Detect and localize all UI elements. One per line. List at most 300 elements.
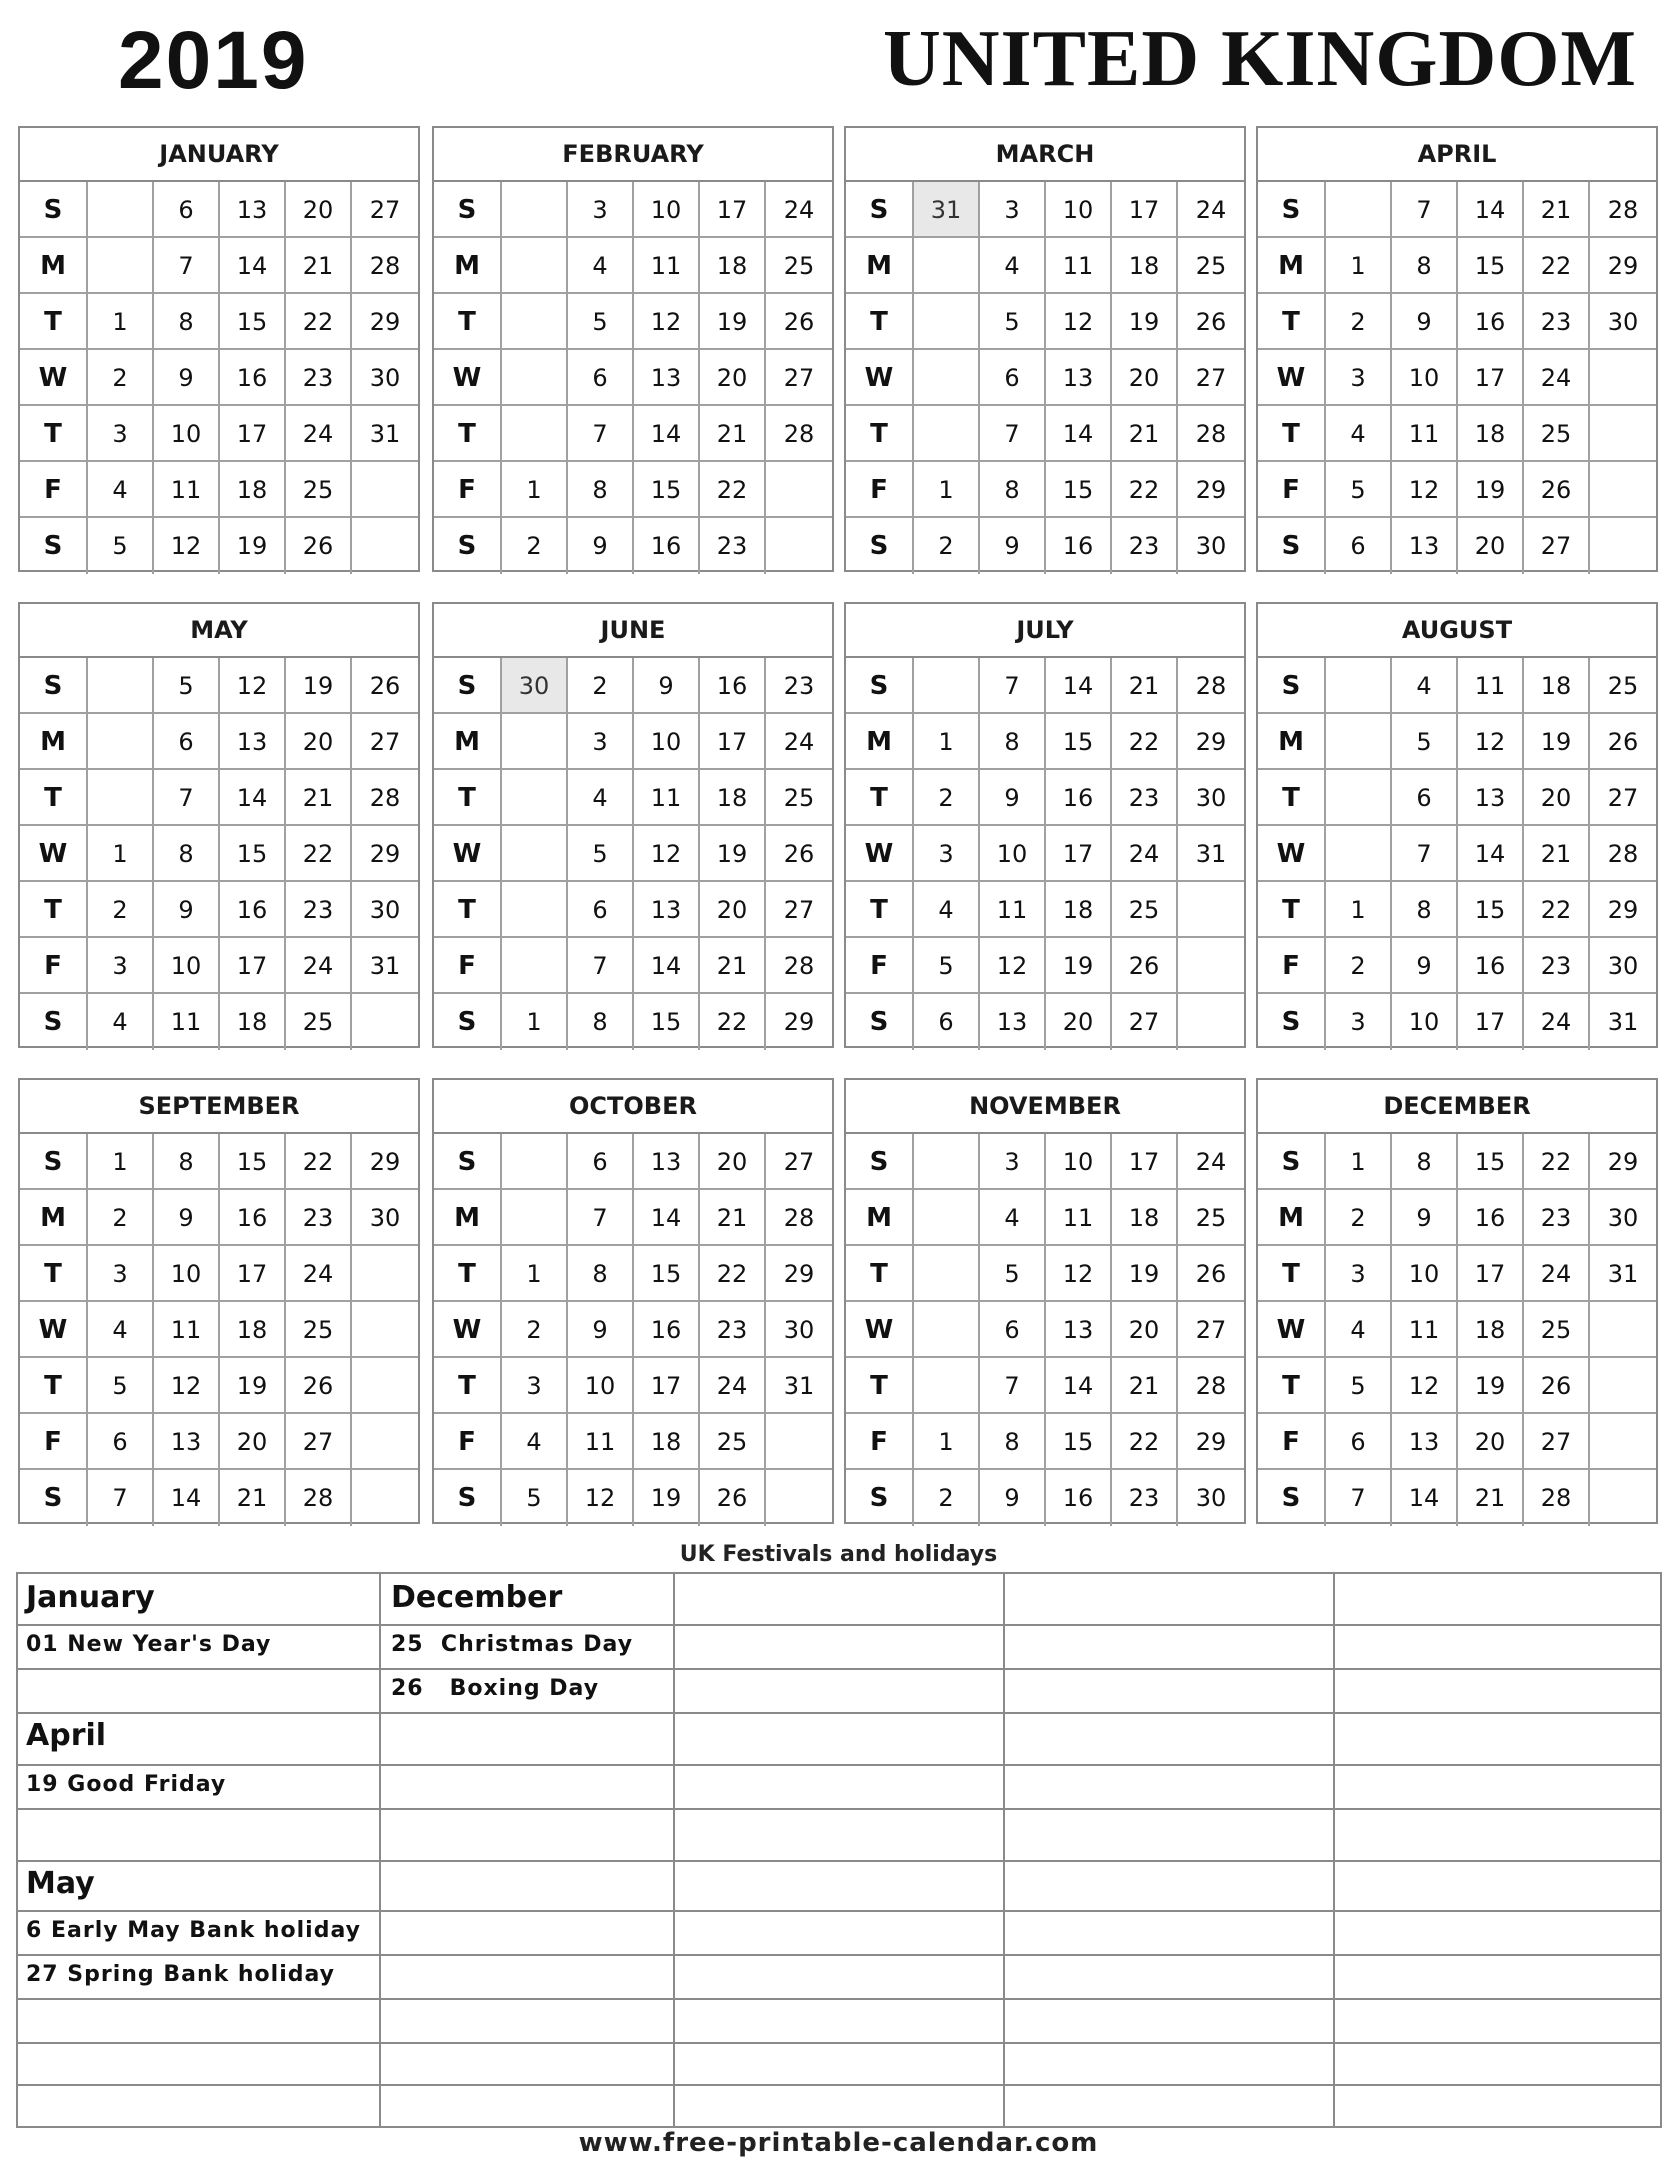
day-cell: 4 — [980, 238, 1046, 294]
day-cell: 7 — [980, 406, 1046, 462]
month-name: MARCH — [846, 128, 1244, 182]
month-day-grid — [434, 1134, 832, 1526]
day-cell: 17 — [1046, 826, 1112, 882]
day-cell: 24 — [766, 182, 832, 238]
day-cell: 16 — [220, 1190, 286, 1246]
weekday-label: T — [434, 294, 502, 350]
day-cell: 18 — [1112, 1190, 1178, 1246]
day-cell: 3 — [1326, 1246, 1392, 1302]
day-cell: 17 — [634, 1358, 700, 1414]
day-cell: 29 — [1178, 714, 1244, 770]
weekday-label: F — [1258, 462, 1326, 518]
day-cell: 6 — [568, 350, 634, 406]
day-cell — [352, 1246, 418, 1302]
weekday-label: M — [1258, 238, 1326, 294]
day-cell — [914, 238, 980, 294]
day-cell: 31 — [352, 406, 418, 462]
weekday-label: T — [846, 1358, 914, 1414]
day-cell: 7 — [154, 770, 220, 826]
holiday-good-friday: 19 Good Friday — [26, 1772, 227, 1797]
day-cell: 5 — [980, 1246, 1046, 1302]
day-cell: 22 — [700, 994, 766, 1050]
day-cell — [1326, 658, 1392, 714]
weekday-label: M — [20, 238, 88, 294]
day-cell: 1 — [1326, 1134, 1392, 1190]
day-cell — [1590, 406, 1656, 462]
day-cell: 1 — [914, 462, 980, 518]
day-cell: 11 — [154, 994, 220, 1050]
day-cell: 10 — [1392, 350, 1458, 406]
day-cell — [352, 1414, 418, 1470]
day-cell: 6 — [568, 1134, 634, 1190]
weekday-label: S — [434, 518, 502, 574]
holiday-early-may-bank: 6 Early May Bank holiday — [26, 1918, 361, 1943]
weekday-label: S — [434, 658, 502, 714]
day-cell — [1326, 770, 1392, 826]
day-cell: 27 — [766, 882, 832, 938]
day-cell: 23 — [286, 1190, 352, 1246]
day-cell: 14 — [220, 770, 286, 826]
day-cell: 4 — [88, 1302, 154, 1358]
day-cell — [914, 406, 980, 462]
day-cell: 13 — [634, 882, 700, 938]
day-cell: 9 — [1392, 938, 1458, 994]
day-cell: 31 — [914, 182, 980, 238]
holiday-month-may: May — [26, 1866, 95, 1901]
day-cell: 3 — [88, 1246, 154, 1302]
day-cell — [88, 658, 154, 714]
weekday-label: T — [846, 406, 914, 462]
day-cell — [88, 770, 154, 826]
day-cell: 17 — [1458, 994, 1524, 1050]
day-cell: 26 — [766, 294, 832, 350]
holiday-month-december: December — [391, 1580, 563, 1615]
day-cell: 1 — [1326, 882, 1392, 938]
day-cell — [1590, 518, 1656, 574]
day-cell: 30 — [1195, 532, 1227, 560]
day-cell: 18 — [700, 770, 766, 826]
day-cell: 14 — [1392, 1470, 1458, 1526]
weekday-label: T — [1258, 882, 1326, 938]
day-cell: 14 — [634, 938, 700, 994]
weekday-label: W — [434, 826, 502, 882]
day-cell: 16 — [1046, 770, 1112, 826]
day-cell: 31 — [1607, 1008, 1639, 1036]
day-cell: 9 — [154, 350, 220, 406]
weekday-label: F — [20, 938, 88, 994]
day-cell: 12 — [634, 294, 700, 350]
day-cell: 20 — [700, 1134, 766, 1190]
month-may — [18, 602, 420, 1048]
day-cell: 3 — [980, 1134, 1046, 1190]
day-cell: 19 — [1458, 1358, 1524, 1414]
weekday-label: T — [20, 770, 88, 826]
day-cell: 25 — [286, 994, 352, 1050]
day-cell: 18 — [220, 994, 286, 1050]
day-cell: 26 — [352, 658, 418, 714]
day-cell: 24 — [286, 406, 352, 462]
weekday-label: M — [434, 238, 502, 294]
day-cell: 5 — [88, 518, 154, 574]
day-cell: 3 — [568, 714, 634, 770]
day-cell: 11 — [634, 770, 700, 826]
day-cell — [766, 518, 832, 574]
day-cell: 8 — [568, 994, 634, 1050]
day-cell: 22 — [700, 462, 766, 518]
day-cell: 7 — [568, 1190, 634, 1246]
weekday-label: T — [434, 1358, 502, 1414]
day-cell: 12 — [1392, 462, 1458, 518]
day-cell: 26 — [766, 826, 832, 882]
day-cell: 29 — [766, 1246, 832, 1302]
day-cell: 1 — [502, 462, 568, 518]
day-cell: 31 — [766, 1358, 832, 1414]
holiday-month-april: April — [26, 1718, 107, 1753]
day-cell: 14 — [634, 406, 700, 462]
month-june — [432, 602, 834, 1048]
day-cell: 23 — [286, 350, 352, 406]
day-cell: 3 — [88, 938, 154, 994]
day-cell: 10 — [1046, 182, 1112, 238]
day-cell — [88, 238, 154, 294]
weekday-label: S — [1258, 658, 1326, 714]
day-cell: 19 — [220, 518, 286, 574]
day-cell: 24 — [766, 714, 832, 770]
day-cell — [88, 714, 154, 770]
month-day-grid — [434, 658, 832, 1050]
day-cell: 28 — [766, 1190, 832, 1246]
day-cell: 10 — [634, 182, 700, 238]
day-cell: 14 — [1458, 182, 1524, 238]
day-cell — [502, 770, 568, 826]
weekday-label: T — [20, 294, 88, 350]
holiday-christmas-day: 25 Christmas Day — [391, 1632, 634, 1657]
day-cell — [1178, 994, 1244, 1050]
day-cell: 4 — [1392, 658, 1458, 714]
day-cell: 5 — [154, 658, 220, 714]
day-cell: 9 — [1392, 1190, 1458, 1246]
day-cell: 7 — [980, 658, 1046, 714]
month-november — [844, 1078, 1246, 1524]
day-cell: 22 — [1524, 238, 1590, 294]
weekday-label: W — [20, 350, 88, 406]
day-cell: 11 — [980, 882, 1046, 938]
day-cell: 31 — [1178, 826, 1244, 882]
day-cell: 7 — [154, 238, 220, 294]
month-day-grid — [1258, 1134, 1656, 1526]
day-cell: 26 — [700, 1470, 766, 1526]
weekday-label: M — [846, 238, 914, 294]
day-cell: 28 — [1590, 182, 1656, 238]
day-cell: 4 — [1326, 406, 1392, 462]
day-cell: 19 — [634, 1470, 700, 1526]
day-cell: 6 — [914, 994, 980, 1050]
day-cell: 29 — [352, 826, 418, 882]
weekday-label: T — [434, 406, 502, 462]
day-cell: 3 — [1326, 350, 1392, 406]
weekday-label: F — [20, 462, 88, 518]
day-cell — [1178, 938, 1244, 994]
day-cell: 25 — [1178, 238, 1244, 294]
day-cell: 6 — [1392, 770, 1458, 826]
day-cell: 18 — [1112, 238, 1178, 294]
day-cell: 26 — [1112, 938, 1178, 994]
day-cell: 7 — [88, 1470, 154, 1526]
day-cell: 3 — [1326, 994, 1392, 1050]
day-cell: 19 — [220, 1358, 286, 1414]
day-cell: 20 — [1112, 350, 1178, 406]
day-cell — [914, 1302, 980, 1358]
day-cell: 4 — [1326, 1302, 1392, 1358]
day-cell: 25 — [1524, 406, 1590, 462]
day-cell: 5 — [1392, 714, 1458, 770]
day-cell — [352, 1302, 418, 1358]
month-day-grid — [20, 182, 418, 574]
weekday-label: T — [846, 770, 914, 826]
day-cell: 21 — [700, 406, 766, 462]
weekday-label: T — [846, 294, 914, 350]
weekday-label: T — [434, 882, 502, 938]
day-cell: 15 — [634, 1246, 700, 1302]
day-cell: 2 — [914, 770, 980, 826]
day-cell: 15 — [1046, 714, 1112, 770]
day-cell: 19 — [700, 294, 766, 350]
day-cell: 5 — [1326, 1358, 1392, 1414]
month-day-grid — [434, 182, 832, 574]
month-name: AUGUST — [1258, 604, 1656, 658]
weekday-label: W — [846, 826, 914, 882]
day-cell: 21 — [286, 770, 352, 826]
day-cell: 17 — [1112, 182, 1178, 238]
holidays-table — [16, 1572, 1662, 2128]
day-cell: 25 — [1590, 658, 1656, 714]
day-cell: 24 — [1178, 1134, 1244, 1190]
day-cell: 21 — [1524, 826, 1590, 882]
day-cell: 29 — [352, 1134, 418, 1190]
day-cell: 29 — [1590, 238, 1656, 294]
day-cell: 24 — [1524, 1246, 1590, 1302]
weekday-label: F — [434, 1414, 502, 1470]
month-name: JUNE — [434, 604, 832, 658]
day-cell: 18 — [1046, 882, 1112, 938]
day-cell: 15 — [220, 294, 286, 350]
weekday-label: W — [846, 350, 914, 406]
day-cell: 15 — [1046, 462, 1112, 518]
day-cell: 15 — [634, 462, 700, 518]
day-cell — [502, 294, 568, 350]
weekday-label: F — [434, 462, 502, 518]
month-name: OCTOBER — [434, 1080, 832, 1134]
weekday-label: T — [20, 406, 88, 462]
day-cell: 3 — [568, 182, 634, 238]
day-cell — [766, 1414, 832, 1470]
day-cell: 5 — [502, 1470, 568, 1526]
day-cell: 6 — [980, 350, 1046, 406]
day-cell: 12 — [154, 1358, 220, 1414]
month-name: FEBRUARY — [434, 128, 832, 182]
day-cell: 20 — [1112, 1302, 1178, 1358]
footer-url[interactable]: www.free-printable-calendar.com — [578, 2128, 1099, 2158]
day-cell — [352, 518, 418, 574]
weekday-label: M — [434, 714, 502, 770]
day-cell: 17 — [220, 406, 286, 462]
day-cell: 10 — [568, 1358, 634, 1414]
day-cell: 16 — [700, 658, 766, 714]
day-cell: 2 — [1326, 938, 1392, 994]
weekday-label: T — [20, 882, 88, 938]
day-cell: 27 — [352, 714, 418, 770]
weekday-label: S — [20, 1134, 88, 1190]
day-cell: 8 — [568, 462, 634, 518]
day-cell: 30 — [352, 1190, 418, 1246]
weekday-label: W — [1258, 350, 1326, 406]
day-cell: 7 — [1392, 182, 1458, 238]
day-cell: 20 — [286, 714, 352, 770]
day-cell: 20 — [1458, 518, 1524, 574]
day-cell: 19 — [700, 826, 766, 882]
day-cell: 19 — [1112, 1246, 1178, 1302]
day-cell: 1 — [914, 714, 980, 770]
month-day-grid — [846, 182, 1244, 574]
day-cell: 28 — [352, 238, 418, 294]
month-december — [1256, 1078, 1658, 1524]
day-cell: 27 — [1178, 350, 1244, 406]
weekday-label: S — [846, 518, 914, 574]
day-cell: 5 — [914, 938, 980, 994]
day-cell: 21 — [220, 1470, 286, 1526]
weekday-label: S — [1258, 1470, 1326, 1526]
weekday-label: S — [20, 994, 88, 1050]
day-cell: 16 — [220, 882, 286, 938]
day-cell: 28 — [352, 770, 418, 826]
weekday-label: T — [434, 1246, 502, 1302]
weekday-label: T — [20, 1358, 88, 1414]
day-cell: 24 — [700, 1358, 766, 1414]
day-cell — [502, 1134, 568, 1190]
day-cell: 13 — [1046, 1302, 1112, 1358]
day-cell: 3 — [502, 1358, 568, 1414]
day-cell: 13 — [980, 994, 1046, 1050]
day-cell: 27 — [1112, 994, 1178, 1050]
day-cell: 4 — [980, 1190, 1046, 1246]
day-cell: 26 — [286, 1358, 352, 1414]
month-day-grid — [1258, 182, 1656, 574]
day-cell: 10 — [1392, 994, 1458, 1050]
day-cell: 13 — [1458, 770, 1524, 826]
day-cell: 14 — [1458, 826, 1524, 882]
day-cell — [1326, 182, 1392, 238]
weekday-label: S — [20, 518, 88, 574]
month-day-grid — [846, 1134, 1244, 1526]
day-cell — [914, 1246, 980, 1302]
day-cell: 22 — [1524, 1134, 1590, 1190]
day-cell — [914, 294, 980, 350]
month-name: NOVEMBER — [846, 1080, 1244, 1134]
day-cell: 28 — [1590, 826, 1656, 882]
day-cell: 30 — [352, 350, 418, 406]
day-cell: 11 — [1458, 658, 1524, 714]
day-cell: 19 — [1112, 294, 1178, 350]
day-cell: 29 — [352, 294, 418, 350]
day-cell: 9 — [980, 770, 1046, 826]
weekday-label: S — [434, 182, 502, 238]
day-cell — [88, 182, 154, 238]
day-cell: 1 — [502, 1246, 568, 1302]
weekday-label: F — [846, 462, 914, 518]
day-cell — [914, 1134, 980, 1190]
day-cell: 23 — [700, 1302, 766, 1358]
day-cell — [1326, 714, 1392, 770]
day-cell: 21 — [1112, 1358, 1178, 1414]
day-cell: 23 — [1524, 294, 1590, 350]
day-cell: 31 — [1590, 1246, 1656, 1302]
day-cell: 17 — [220, 1246, 286, 1302]
day-cell: 10 — [154, 1246, 220, 1302]
day-cell: 17 — [700, 182, 766, 238]
day-cell — [502, 182, 568, 238]
month-day-grid — [20, 658, 418, 1050]
day-cell: 2 — [1326, 294, 1392, 350]
weekday-label: S — [1258, 1134, 1326, 1190]
weekday-label: S — [846, 182, 914, 238]
day-cell: 27 — [352, 182, 418, 238]
day-cell: 11 — [634, 238, 700, 294]
day-cell: 9 — [980, 1470, 1046, 1526]
weekday-label: M — [20, 714, 88, 770]
day-cell — [1178, 882, 1244, 938]
day-cell: 22 — [1112, 1414, 1178, 1470]
day-cell: 5 — [568, 294, 634, 350]
day-cell: 3 — [88, 406, 154, 462]
day-cell: 15 — [1458, 882, 1524, 938]
day-cell: 23 — [1112, 770, 1178, 826]
day-cell: 17 — [1458, 350, 1524, 406]
weekday-label: T — [846, 882, 914, 938]
weekday-label: F — [846, 1414, 914, 1470]
day-cell: 6 — [568, 882, 634, 938]
day-cell: 8 — [568, 1246, 634, 1302]
month-name: DECEMBER — [1258, 1080, 1656, 1134]
weekday-label: W — [20, 826, 88, 882]
weekday-label: S — [846, 1134, 914, 1190]
day-cell — [766, 1470, 832, 1526]
weekday-label: S — [846, 1470, 914, 1526]
day-cell: 27 — [286, 1414, 352, 1470]
day-cell: 2 — [88, 350, 154, 406]
day-cell: 20 — [220, 1414, 286, 1470]
day-cell: 21 — [700, 1190, 766, 1246]
day-cell: 11 — [568, 1414, 634, 1470]
day-cell: 9 — [1392, 294, 1458, 350]
day-cell: 10 — [154, 406, 220, 462]
weekday-label: W — [1258, 826, 1326, 882]
day-cell: 25 — [766, 770, 832, 826]
day-cell: 20 — [1458, 1414, 1524, 1470]
day-cell: 27 — [1524, 1414, 1590, 1470]
day-cell: 22 — [1112, 714, 1178, 770]
month-day-grid — [20, 1134, 418, 1526]
day-cell: 15 — [220, 826, 286, 882]
month-day-grid — [846, 658, 1244, 1050]
month-august — [1256, 602, 1658, 1048]
day-cell — [502, 406, 568, 462]
day-cell: 10 — [1392, 1246, 1458, 1302]
day-cell: 18 — [1458, 406, 1524, 462]
day-cell — [502, 938, 568, 994]
day-cell: 26 — [1178, 294, 1244, 350]
day-cell: 2 — [914, 1470, 980, 1526]
day-cell — [502, 1190, 568, 1246]
